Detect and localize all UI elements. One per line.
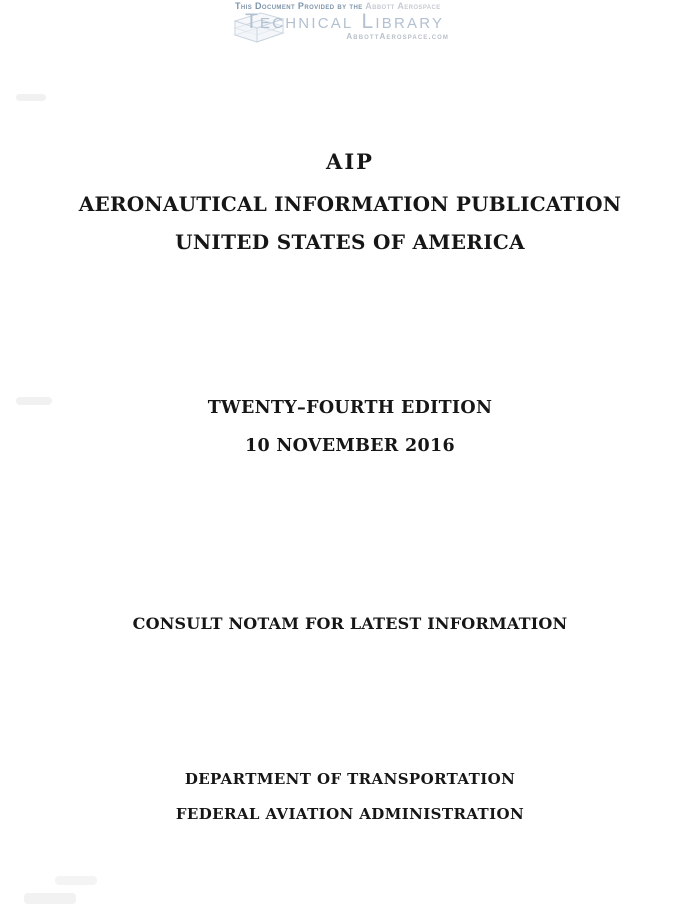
abbott-watermark — [233, 0, 467, 60]
watermark-brand-text: Abbott Aerospace — [365, 1, 441, 11]
cover-department: DEPARTMENT OF TRANSPORTATION — [184, 770, 516, 788]
watermark-provided-by-text: This Document Provided by the — [235, 1, 363, 11]
scan-artifact — [24, 893, 76, 904]
cover-abbreviation: AIP — [326, 149, 374, 174]
cover-notam-notice: CONSULT NOTAM FOR LATEST INFORMATION — [132, 614, 568, 633]
cover-country: UNITED STATES OF AMERICA — [175, 230, 525, 254]
cover-edition: TWENTY–FOURTH EDITION — [207, 398, 493, 418]
cover-agency: FEDERAL AVIATION ADMINISTRATION — [175, 805, 525, 823]
scan-artifact — [16, 397, 52, 405]
scan-artifact — [55, 876, 97, 885]
watermark-site-url[interactable]: AbbottAerospace.com — [346, 32, 449, 41]
cover-title: AERONAUTICAL INFORMATION PUBLICATION — [78, 192, 622, 216]
cover-date: 10 NOVEMBER 2016 — [245, 436, 455, 456]
scan-artifact — [16, 94, 46, 101]
watermark-library-title: Technical Library — [245, 10, 445, 33]
